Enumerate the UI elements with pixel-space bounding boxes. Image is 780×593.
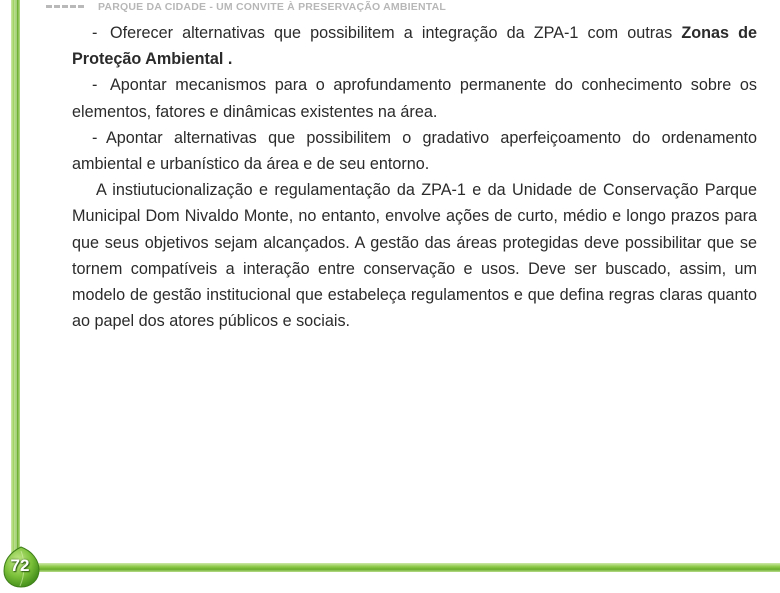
running-header: PARQUE DA CIDADE - UM CONVITE À PRESERVAÇÃO AMBIENTAL [98,1,446,13]
body-paragraph: A instiutucionalização e regulamentação da ZPA-1 e da Unidade de Conservação Parque Municipal Dom Nivaldo Monte, no entanto, envolve ações de curto, médio e longo prazos para que seus objetivos sejam alcançados. A gestão das áreas protegidas deve possibilitar que se tornem compatíveis a interação entre conservação e usos. Deve ser buscado, assim, um modelo de gestão institucional que estabeleça regulamentos e que defina regras claras quanto ao papel dos atores públicos e sociais. [72,181,757,331]
bullet-text: Apontar mecanismos para o aprofundamento permanente do conhecimento sobre os elementos, fatores e dinâmicas existentes na área. [72,76,757,121]
header-dash [78,5,84,8]
header-dash-ornament [46,5,84,8]
bullet-bold-end: . [223,50,233,69]
header-dash [62,5,68,8]
bullet-bold-term: Zonas de Proteção Ambiental [72,24,757,69]
header-dash [70,5,76,8]
bullet-dash: - [92,24,98,42]
bottom-green-border [18,563,780,572]
bullet-mechanisms [72,72,757,124]
header-dash [46,5,52,8]
bullet-integration [72,20,757,72]
left-border-highlight [14,0,17,560]
bullet-dash: - [92,128,98,147]
bullet-text: Oferecer alternativas que possibilitem a integração da ZPA-1 com outras [110,24,682,42]
header-dash [54,5,60,8]
page-number: 72 [10,556,30,575]
bullet-dash: - [92,76,98,95]
document-body [72,20,757,334]
bullet-alternatives [72,125,757,177]
bullet-text: Apontar alternativas que possibilitem o gradativo aperfeiçoamento do ordenamento ambiental e urbanístico da área e de seu entorno. [72,128,757,174]
